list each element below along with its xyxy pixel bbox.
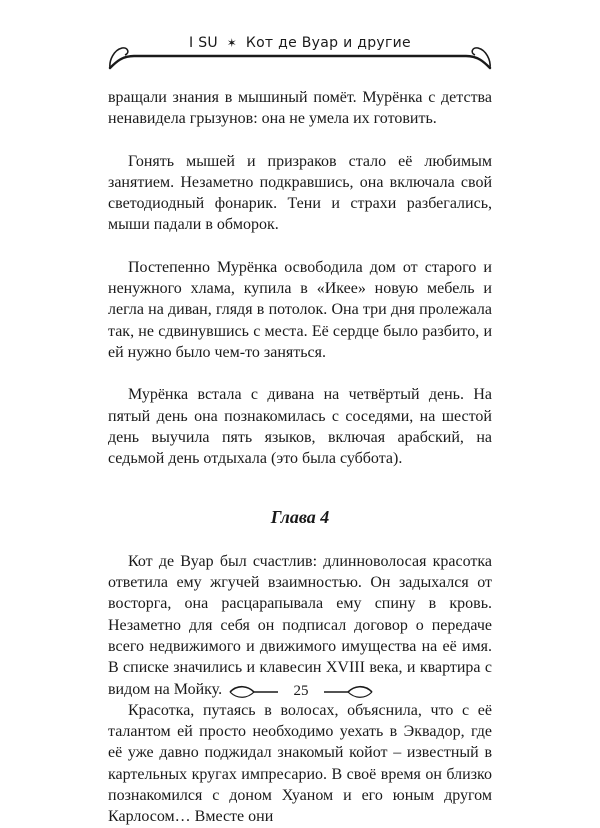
page-number: 25 [293, 683, 309, 699]
star-icon: ✶ [226, 36, 238, 50]
paragraph: Красотка, путаясь в волосах, объяснила, что с её талантом ей просто необходимо уехать в Эквадор, где её уже давно поджидал знакомый койот – известный в картельных кругах импресарио. В своё время он близко познакомился с доном Хуаном и его юным другом Карлосом… Вместе они [108, 701, 492, 826]
running-header [108, 32, 492, 72]
paragraph: Постепенно Мурёнка освободила дом от старого и ненужного хлама, купила в «Икее» новую мебель и легла на диван, глядя в потолок. Она три дня пролежала так, не сдвинувшись с места. Её сердце было разбито, и ей нужно было чем-то заняться. [108, 258, 492, 361]
paragraph: вращали знания в мышиный помёт. Мурёнка с детства ненавидела грызунов: она не умела их готовить. [108, 89, 492, 128]
page-footer [228, 680, 374, 706]
paragraph: Мурёнка встала с дивана на четвёртый день. На пятый день она познакомилась с соседями, на шестой день выучила пять языков, включая арабский, на седьмой день отдыхала (это была суббота). [108, 386, 492, 468]
chapter-title: Глава 4 [270, 507, 330, 528]
header-author: I SU [189, 35, 218, 51]
running-head-text [108, 35, 492, 51]
paragraph: Кот де Вуар был счастлив: длинноволосая красотка ответила ему жгучей взаимностью. Он задыхался от восторга, она расцарапывала ему спину в кровь. Незаметно для себя он подписал договор о передаче всего недвижимого и движимого имущества на её имя. В списке значились и клавесин XVIII века, и квартира с видом на Мойку. [108, 552, 492, 698]
page-body [108, 87, 492, 828]
header-book-title: Кот де Вуар и другие [245, 35, 411, 51]
paragraph: Гонять мышей и призраков стало её любимым занятием. Незаметно подкравшись, она включала свой светодиодный фонарик. Тени и страхи разбегались, мыши падали в обморок. [108, 152, 492, 234]
